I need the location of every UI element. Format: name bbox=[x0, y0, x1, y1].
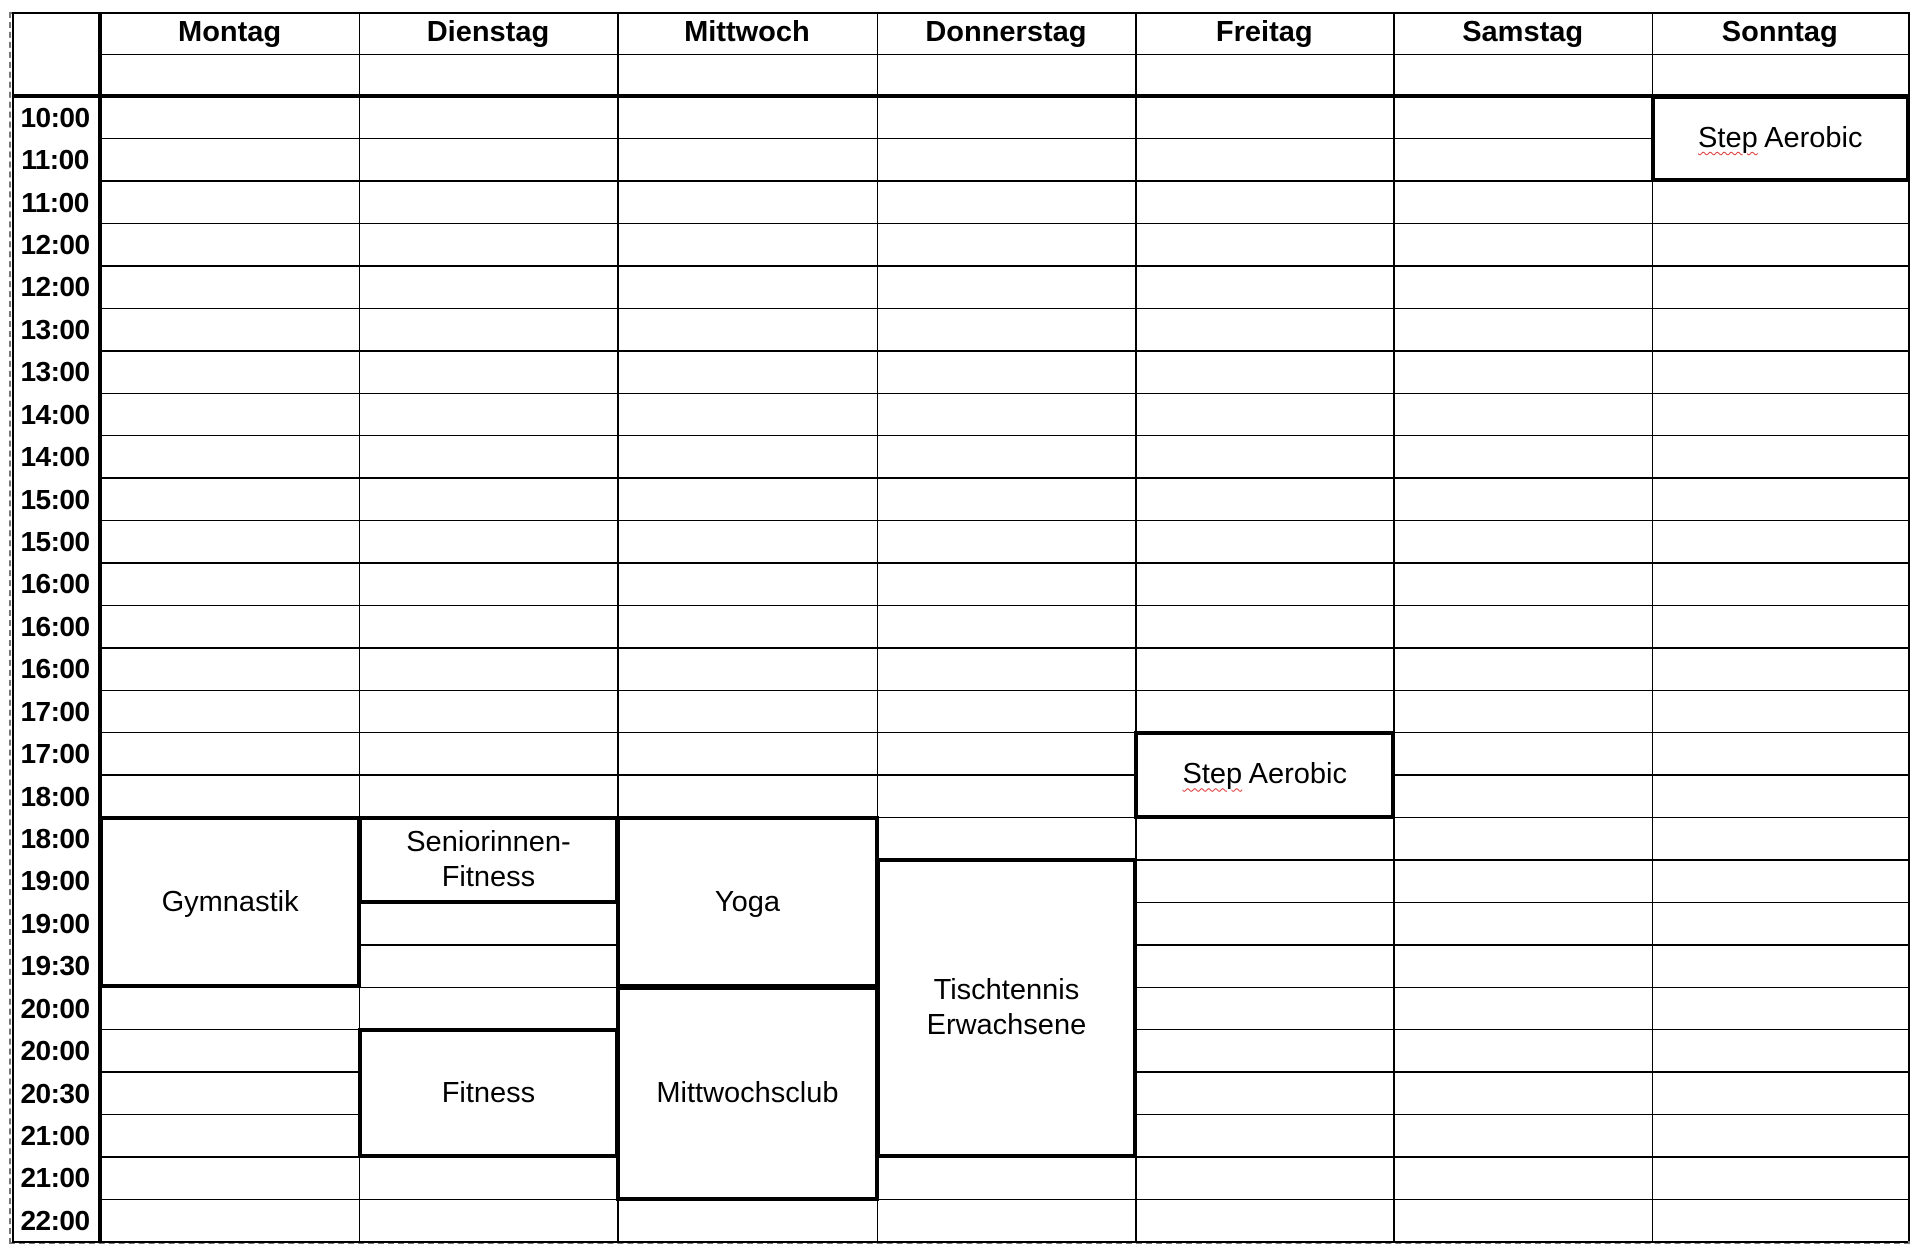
time-label: 18:00 bbox=[20, 823, 90, 854]
grid-line-row bbox=[100, 605, 1907, 607]
time-label: 22:00 bbox=[20, 1204, 90, 1236]
time-label: 16:00 bbox=[20, 568, 90, 600]
time-label: 11:00 bbox=[21, 144, 89, 176]
grid-line-row bbox=[100, 520, 1907, 522]
grid-line-row bbox=[100, 562, 1907, 564]
time-label: 21:00 bbox=[20, 1120, 90, 1151]
time-label: 13:00 bbox=[20, 356, 90, 388]
time-label: 11:00 bbox=[21, 186, 89, 218]
event-seniorinnen-fitness[interactable] bbox=[358, 816, 619, 904]
day-header-montag: Montag bbox=[178, 15, 282, 48]
grid-line-right bbox=[1908, 12, 1910, 1241]
grid-line-row bbox=[100, 393, 1907, 395]
grid-line-row bbox=[100, 1199, 1907, 1201]
event-mittwochsclub[interactable] bbox=[616, 986, 879, 1201]
event-title: Mittwochsclub bbox=[656, 1076, 839, 1109]
event-step-aerobic[interactable] bbox=[1651, 95, 1910, 183]
grid-line-header-bottom bbox=[12, 94, 1908, 98]
time-label: 15:00 bbox=[20, 526, 90, 557]
day-header-freitag: Freitag bbox=[1215, 15, 1313, 48]
grid-line-time-separator bbox=[98, 12, 102, 1241]
time-label: 19:00 bbox=[20, 907, 90, 939]
event-title: Gymnastik bbox=[161, 885, 299, 918]
event-title: Seniorinnen- Fitness bbox=[406, 825, 571, 893]
grid-line-row bbox=[100, 138, 1907, 140]
day-header-donnerstag: Donnerstag bbox=[925, 15, 1087, 48]
time-label: 15:00 bbox=[20, 483, 90, 515]
grid-line-column bbox=[1652, 12, 1654, 1241]
event-step-aerobic[interactable] bbox=[1134, 731, 1395, 819]
time-label: 20:00 bbox=[20, 992, 90, 1024]
time-label: 18:00 bbox=[20, 780, 90, 812]
time-label: 20:00 bbox=[20, 1035, 90, 1067]
time-label: 12:00 bbox=[20, 229, 90, 260]
grid-line-row bbox=[100, 477, 1907, 479]
time-label: 14:00 bbox=[20, 441, 90, 473]
time-label: 17:00 bbox=[20, 738, 90, 770]
grid-line-row bbox=[100, 690, 1907, 692]
spellcheck-marker: Step bbox=[1698, 121, 1758, 154]
event-title: Tischtennis Erwachsene bbox=[926, 974, 1087, 1042]
event-title: Fitness bbox=[441, 1076, 536, 1109]
grid-line-row bbox=[100, 350, 1907, 352]
event-title: Step Aerobic bbox=[1698, 121, 1863, 154]
event-title: Yoga bbox=[714, 885, 780, 918]
event-fitness[interactable] bbox=[358, 1028, 619, 1158]
day-header-dienstag: Dienstag bbox=[426, 15, 550, 48]
day-header-samstag: Samstag bbox=[1462, 15, 1584, 48]
time-label: 14:00 bbox=[20, 398, 90, 430]
grid-line-header-sub bbox=[100, 54, 1907, 56]
time-label: 20:30 bbox=[20, 1077, 90, 1109]
event-gymnastik[interactable] bbox=[99, 816, 360, 989]
grid-line-row bbox=[100, 774, 1907, 776]
grid-line-row bbox=[100, 180, 1907, 182]
grid-line-bottom bbox=[12, 1241, 1908, 1243]
time-label: 17:00 bbox=[20, 695, 90, 727]
event-title: Step Aerobic bbox=[1182, 758, 1347, 791]
spellcheck-marker: Step bbox=[1182, 758, 1243, 791]
time-label: 10:00 bbox=[20, 101, 90, 133]
time-label: 13:00 bbox=[20, 313, 90, 345]
time-label: 21:00 bbox=[20, 1162, 90, 1194]
day-header-sonntag: Sonntag bbox=[1721, 15, 1838, 48]
grid-line-row bbox=[100, 265, 1907, 267]
day-header-mittwoch: Mittwoch bbox=[684, 15, 810, 48]
event-tischtennis-erwachsene[interactable] bbox=[876, 858, 1137, 1158]
time-label: 16:00 bbox=[20, 653, 90, 685]
grid-line-row bbox=[100, 308, 1907, 310]
grid-line-row bbox=[100, 732, 1907, 734]
time-label: 19:00 bbox=[20, 865, 90, 897]
grid-line-row bbox=[100, 223, 1907, 225]
grid-line-column bbox=[1393, 12, 1395, 1241]
grid-line-row bbox=[100, 647, 1907, 649]
grid-line-row bbox=[100, 435, 1907, 437]
event-yoga[interactable] bbox=[616, 816, 879, 989]
time-label: 19:30 bbox=[20, 950, 90, 982]
time-label: 16:00 bbox=[20, 610, 90, 642]
time-label: 12:00 bbox=[20, 271, 90, 303]
